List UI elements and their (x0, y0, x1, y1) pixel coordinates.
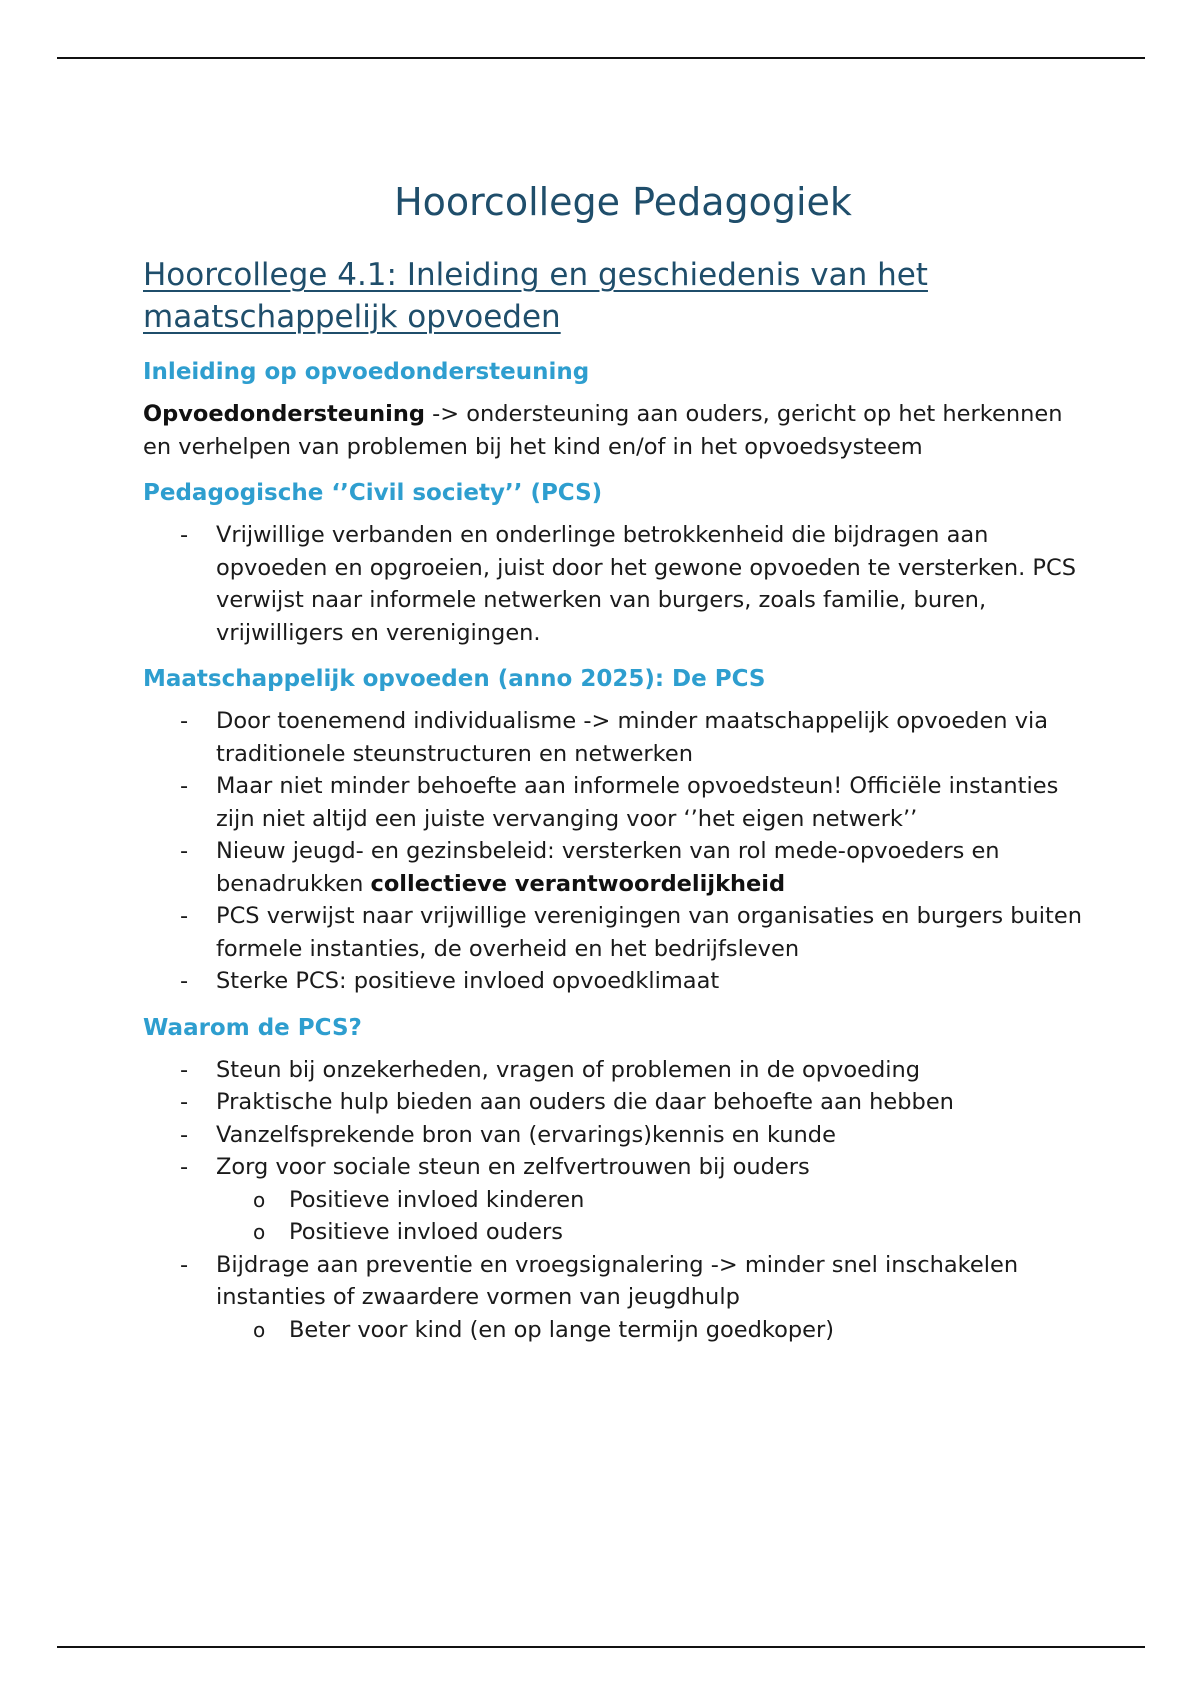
waarom-list (143, 1054, 1083, 1347)
list-item-text: Nieuw jeugd- en gezinsbeleid: versterken van rol mede-opvoeders en benadrukken (216, 838, 1000, 897)
definition-term: Opvoedondersteuning (143, 401, 425, 427)
sublist-item (216, 1314, 1083, 1347)
list-item-text: Zorg voor sociale steun en zelfvertrouwen bij ouders (216, 1154, 810, 1180)
header-rule (57, 57, 1145, 59)
list-item-text: Maar niet minder behoefte aan informele opvoedsteun! Officiële instanties zijn niet altijd een juiste vervanging voor ‘’het eigen netwerk’’ (216, 773, 1059, 832)
sublist (216, 1184, 1083, 1249)
footer-rule (57, 1646, 1145, 1648)
pcs-list (143, 519, 1083, 649)
list-item (143, 1119, 1083, 1152)
sublist-item (216, 1216, 1083, 1249)
list-item (143, 1054, 1083, 1087)
list-item-text: PCS verwijst naar vrijwillige verenigingen van organisaties en burgers buiten formele instanties, de overheid en het bedrijfsleven (216, 903, 1082, 962)
list-item-text: Steun bij onzekerheden, vragen of problemen in de opvoeding (216, 1056, 921, 1083)
list-item-text: Sterke PCS: positieve invloed opvoedklimaat (216, 968, 720, 994)
list-item (143, 965, 1083, 998)
list-item (143, 835, 1083, 900)
dash-marker: - (180, 903, 189, 929)
list-item (143, 1249, 1083, 1347)
dash-marker: - (180, 1154, 189, 1180)
dash-marker: - (180, 522, 189, 548)
sublist-item-text: Beter voor kind (en op lange termijn goedkoper) (289, 1316, 835, 1343)
list-item-text: Vanzelfsprekende bron van (ervarings)kennis en kunde (216, 1121, 836, 1148)
dash-marker: - (180, 1056, 189, 1083)
circle-marker: o (253, 1317, 266, 1342)
document-title: Hoorcollege Pedagogiek (394, 180, 852, 224)
emphasis-text: collectieve verantwoordelijkheid (370, 870, 786, 897)
list-item (143, 1151, 1083, 1249)
dash-marker: - (180, 1089, 189, 1115)
list-item (143, 519, 1083, 649)
circle-marker: o (253, 1187, 266, 1212)
section-heading-inleiding: Inleiding op opvoedondersteuning (143, 359, 590, 385)
list-item-text: Bijdrage aan preventie en vroegsignalering -> minder snel inschakelen instanties of zwaardere vormen van jeugdhulp (216, 1251, 1019, 1310)
section-heading-maatschappelijk: Maatschappelijk opvoeden (anno 2025): De PCS (143, 666, 766, 692)
maatschappelijk-list (143, 705, 1083, 998)
sublist-item-text: Positieve invloed ouders (289, 1219, 563, 1245)
section-heading-waarom: Waarom de PCS? (143, 1014, 362, 1041)
dash-marker: - (180, 838, 189, 864)
document-body (143, 176, 1083, 1360)
definition-paragraph (143, 398, 1083, 463)
dash-marker: - (180, 1251, 189, 1278)
sublist-item (216, 1184, 1083, 1217)
sublist (216, 1314, 1083, 1347)
dash-marker: - (180, 773, 189, 799)
dash-marker: - (180, 1121, 189, 1148)
list-item (143, 770, 1083, 835)
list-item (143, 900, 1083, 965)
list-item-text: Vrijwillige verbanden en onderlinge betrokkenheid die bijdragen aan opvoeden en opgroeien, juist door het gewone opvoeden te versterken. PCS verwijst naar informele netwerken van burgers, zoals familie, buren, vrijwilligers en verenigingen. (216, 522, 1076, 646)
list-item-text: Praktische hulp bieden aan ouders die daar behoefte aan hebben (216, 1089, 954, 1115)
section-heading-pcs: Pedagogische ‘’Civil society’’ (PCS) (143, 480, 603, 506)
definition-text: -> ondersteuning aan ouders, gericht op het herkennen en verhelpen van problemen bij het kind en/of in het opvoedsysteem (143, 401, 1063, 460)
circle-marker: o (253, 1220, 266, 1244)
dash-marker: - (180, 968, 189, 994)
chapter-heading: Hoorcollege 4.1: Inleiding en geschiedenis van het maatschappelijk opvoeden (143, 257, 928, 335)
dash-marker: - (180, 708, 189, 734)
list-item (143, 705, 1083, 770)
list-item-text: Door toenemend individualisme -> minder maatschappelijk opvoeden via traditionele steunstructuren en netwerken (216, 708, 1049, 767)
sublist-item-text: Positieve invloed kinderen (289, 1186, 585, 1213)
list-item (143, 1086, 1083, 1119)
